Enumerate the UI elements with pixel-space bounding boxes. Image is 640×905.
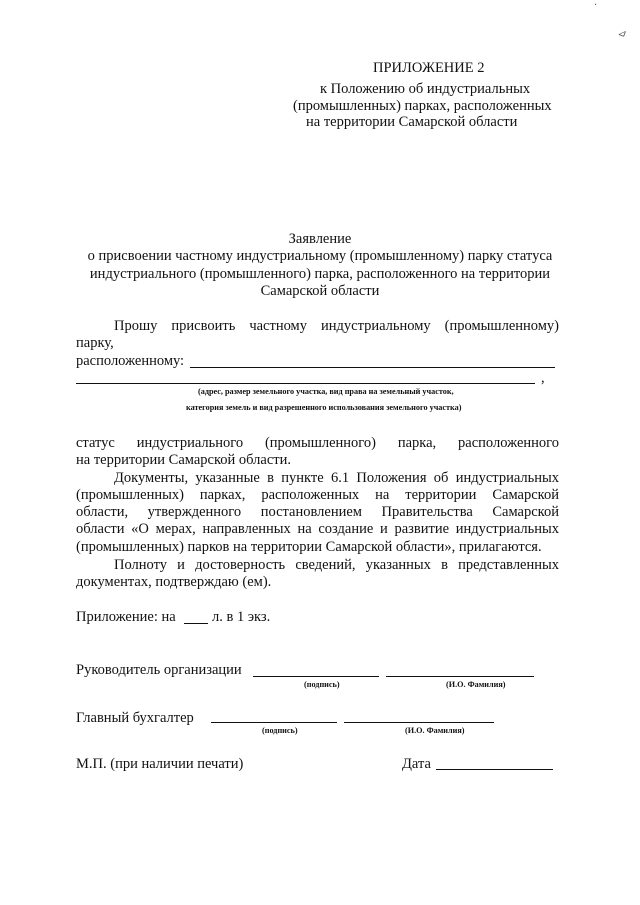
appendix-line-3: на территории Самарской области bbox=[306, 114, 518, 130]
form-title: Заявление bbox=[288, 231, 352, 247]
head-name-field[interactable] bbox=[386, 676, 534, 677]
attachment-prefix: Приложение: на bbox=[76, 609, 176, 625]
body-p2-line-5: (промышленных) парков на территории Самарской области», прилагаются. bbox=[76, 539, 542, 555]
body-p2-line-2: (промышленных) парках, расположенных на территории Самарской bbox=[76, 487, 559, 503]
attachment-pages-field[interactable] bbox=[184, 623, 208, 624]
form-subtitle-line-1: о присвоении частному индустриальному (промышленному) парку статуса bbox=[87, 248, 553, 264]
accountant-name-hint: (И.О. Фамилия) bbox=[405, 726, 465, 735]
form-subtitle-line-3: Самарской области bbox=[260, 283, 380, 299]
body-p2-line-4: области «О мерах, направленных на создание и развитие индустриальных bbox=[76, 521, 559, 537]
appendix-line-2: (промышленных) парках, расположенных bbox=[293, 98, 552, 114]
appendix-title: ПРИЛОЖЕНИЕ 2 bbox=[373, 60, 485, 76]
head-name-hint: (И.О. Фамилия) bbox=[446, 680, 506, 689]
request-line-1: Прошу присвоить частному индустриальному (промышленному) bbox=[114, 318, 559, 334]
request-location-label: расположенному: bbox=[76, 353, 185, 369]
appendix-line-1: к Положению об индустриальных bbox=[320, 81, 531, 97]
head-signature-field[interactable] bbox=[253, 676, 379, 677]
body-p1-line-1: статус индустриального (промышленного) парка, расположенного bbox=[76, 435, 559, 451]
form-subtitle-line-2: индустриального (промышленного) парка, расположенного на территории bbox=[89, 266, 551, 282]
location-field-line-1[interactable] bbox=[190, 367, 555, 368]
scan-mark-right: ⊿ bbox=[616, 26, 629, 41]
accountant-signature-label: Главный бухгалтер bbox=[76, 710, 194, 726]
location-comma: , bbox=[541, 370, 545, 386]
body-p3-line-2: документах, подтверждаю (ем). bbox=[76, 574, 272, 590]
accountant-signature-field[interactable] bbox=[211, 722, 337, 723]
location-field-line-2[interactable] bbox=[76, 383, 535, 384]
request-line-2: парку, bbox=[76, 335, 114, 351]
date-field[interactable] bbox=[436, 769, 553, 770]
head-signature-label: Руководитель организации bbox=[76, 662, 242, 678]
attachment-suffix: л. в 1 экз. bbox=[212, 609, 271, 625]
location-hint-2: категория земель и вид разрешенного использования земельного участка) bbox=[186, 403, 462, 412]
stamp-label: М.П. (при наличии печати) bbox=[76, 756, 244, 772]
head-signature-hint: (подпись) bbox=[304, 680, 340, 689]
body-p1-line-2: на территории Самарской области. bbox=[76, 452, 291, 468]
body-p3-line-1: Полноту и достоверность сведений, указанных в представленных bbox=[114, 557, 559, 573]
accountant-signature-hint: (подпись) bbox=[262, 726, 298, 735]
accountant-name-field[interactable] bbox=[344, 722, 494, 723]
location-hint-1: (адрес, размер земельного участка, вид права на земельный участок, bbox=[198, 387, 454, 396]
date-label: Дата bbox=[402, 756, 431, 772]
scan-mark-top: · bbox=[594, 0, 598, 11]
body-p2-line-3: области, утвержденного постановлением Правительства Самарской bbox=[76, 504, 559, 520]
body-p2-line-1: Документы, указанные в пункте 6.1 Положения об индустриальных bbox=[114, 470, 559, 486]
